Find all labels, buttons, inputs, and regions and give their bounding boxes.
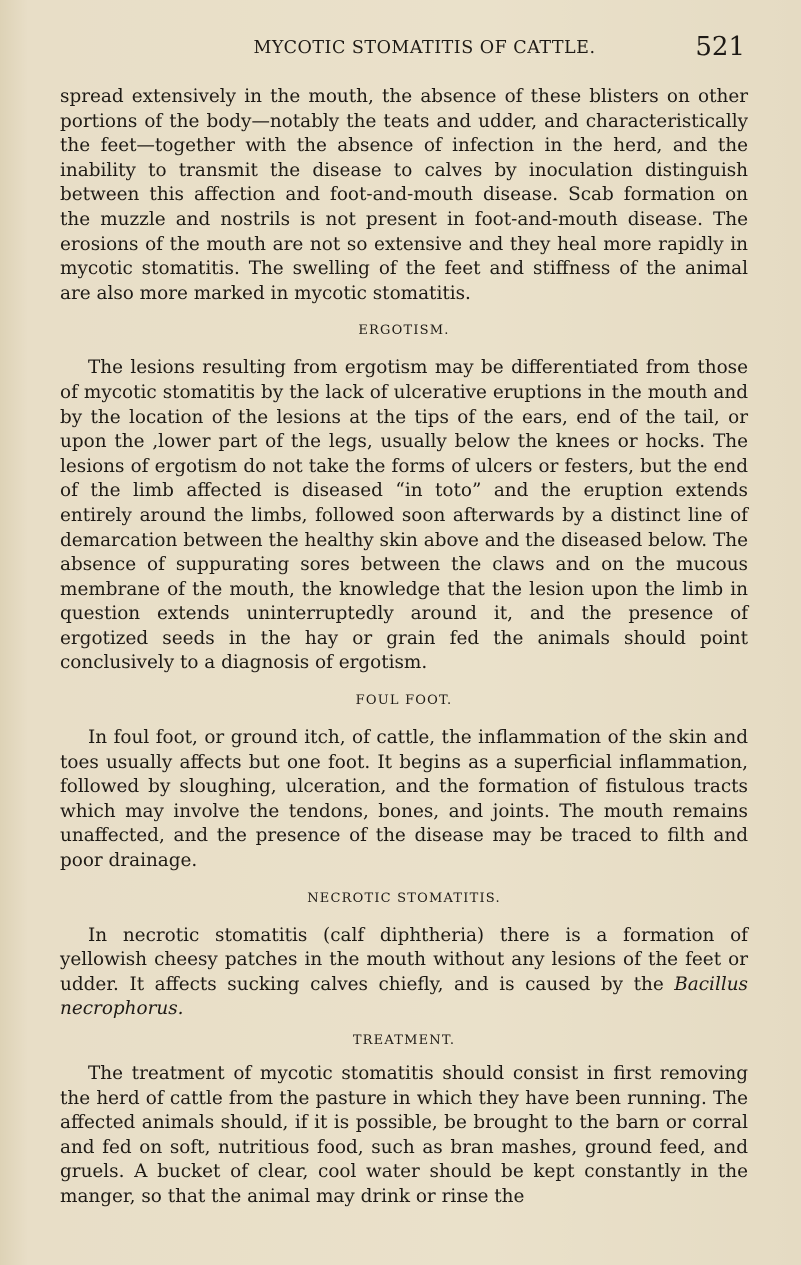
running-title: MYCOTIC STOMATITIS OF CATTLE. — [253, 38, 596, 58]
paragraph-treatment: The treatment of mycotic stomatitis should consist in first removing the herd of cattle from the pasture in which they have been running. The affected animals should, if it is possible, be brought to the barn or corral and fed on soft, nutritious food, such as bran mashes, ground feed, and gruels. A bucket of clear, cool water should be kept constantly in the manger, so that the animal may drink or rinse the — [60, 1063, 748, 1207]
paragraph-intro: spread extensively in the mouth, the absence of these blisters on other portions of the body—notably the teats and udder, and characteristically the feet—together with the absence of infection in the herd, and the inability to transmit the disease to calves by inoculation distinguish between this affection and foot-and-mouth disease. Scab formation on the muzzle and nostrils is not present in foot-and-mouth disease. The erosions of the mouth are not so extensive and they heal more rapidly in mycotic stomatitis. The swelling of the feet and stiffness of the animal are also more marked in mycotic stomatitis. — [60, 86, 748, 304]
running-head — [60, 22, 745, 62]
paragraph-necrotic-stomatitis — [60, 924, 748, 1022]
necrotic-text: In necrotic stomatitis (calf diphtheria) there is a formation of yellowish cheesy patches in the mouth without any lesions of the feet or udder. It affects sucking calves chiefly, and is caused by the — [60, 924, 748, 995]
page-number: 521 — [695, 32, 745, 62]
bacillus-name: Bacillus necrophorus. — [60, 973, 748, 1020]
heading-treatment: TREATMENT. — [352, 1033, 456, 1048]
heading-necrotic-stomatitis: NECROTIC STOMATITIS. — [307, 890, 501, 906]
heading-ergotism: ERGOTISM. — [358, 323, 450, 339]
paragraph-foul-foot: In foul foot, or ground itch, of cattle, the inflammation of the skin and toes usually affects but one foot. It begins as a superficial inflammation, followed by sloughing, ulceration, and the formation of fistulous tracts which may involve the tendons, bones, and joints. The mouth remains unaffected, and the presence of the disease may be traced to filth and poor drainage. — [60, 727, 748, 872]
body-text — [60, 85, 748, 1210]
heading-foul-foot: FOUL FOOT. — [355, 693, 453, 709]
paragraph-ergotism: The lesions resulting from ergotism may be differentiated from those of mycotic stomatitis by the lack of ulcerative eruptions in the mouth and by the location of the lesions at the tips of the ears, end of the tail, or upon the ,lower part of the legs, usually below the knees or hocks. The lesions of ergotism do not take the forms of ulcers or festers, but the end of the limb affected is diseased “in toto” and the eruption extends entirely around the limbs, followed soon afterwards by a distinct line of demarcation between the healthy skin above and the diseased below. The absence of suppurating sores between the claws and on the mucous membrane of the mouth, the knowledge that the lesion upon the limb in question extends uninterruptedly around it, and the presence of ergotized seeds in the hay or grain fed the animals should point conclusively to a diagnosis of ergotism. — [60, 357, 748, 674]
